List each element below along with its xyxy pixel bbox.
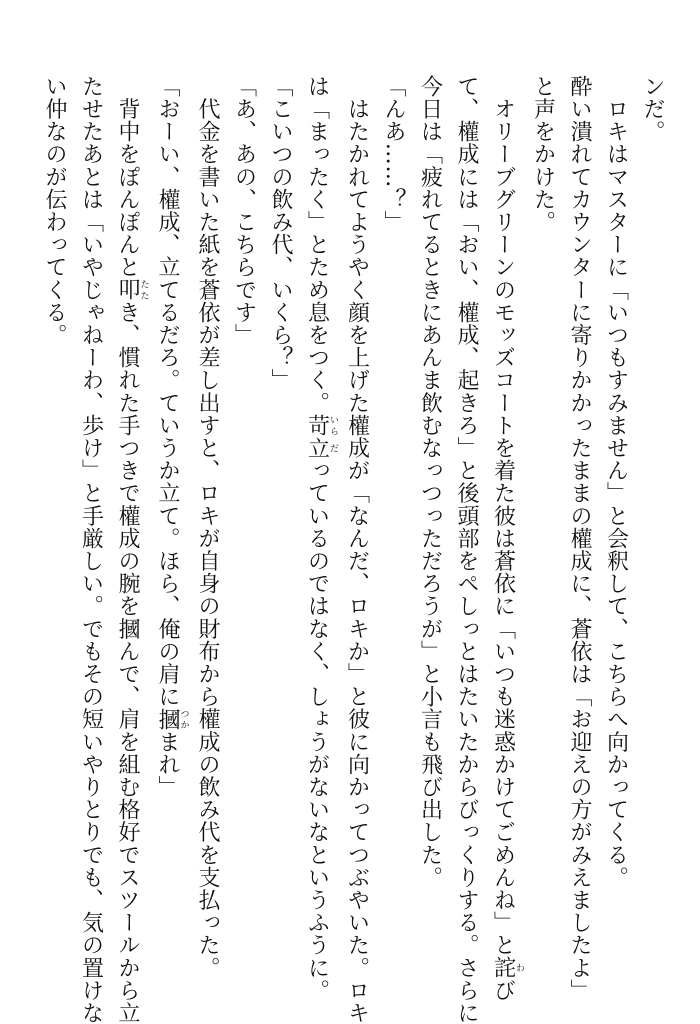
text-line — [72, 75, 109, 1024]
ruby-annotated-word — [155, 707, 189, 731]
text-line — [634, 75, 671, 955]
text-segment: ロキはマスターに「いつもすみません」と会釈して、こちらへ向かってくる。 — [603, 75, 629, 889]
ruby-base-text: 叩 — [115, 278, 140, 302]
text-line — [484, 75, 524, 1002]
text-segment: まれ」 — [155, 730, 180, 799]
ruby-annotated-word — [115, 278, 149, 302]
text-segment: ンだ。 — [640, 75, 665, 143]
text-line — [225, 75, 262, 955]
ruby-reading: たた — [138, 278, 149, 301]
text-line — [189, 75, 226, 979]
text-line — [597, 75, 634, 955]
text-segment: 「こいつの飲み代、いくら？」 — [268, 75, 293, 392]
text-line — [262, 75, 299, 955]
text-line — [298, 75, 338, 1002]
text-segment: 「んあ……？」 — [381, 75, 406, 234]
text-segment: オリーブグリーンのモッズコートを着た彼は蒼依に「いつも迷惑かけてごめんね」と — [490, 75, 516, 957]
text-line — [149, 75, 189, 955]
ruby-annotated-word — [490, 956, 524, 980]
text-segment: い仲なのが伝わってくる。 — [42, 75, 67, 347]
text-segment: 「おーい、權成、立てるだろ。ていうか立て。ほら、俺の肩に — [155, 75, 180, 708]
ruby-reading: いら — [328, 414, 338, 437]
text-segment: 酔い潰れてカウンターに寄りかかったままの權成に、蒼依は「お迎えの方がみえましたよ」 — [567, 75, 592, 1002]
text-segment: て、權成には「おい、權成、起きろ」と後頭部をペしっとはたいたからびっくりする。さらに — [454, 75, 479, 1024]
text-segment: き、慣れた手つきで權成の腕を摑んで、肩を組む格好でスツールから立 — [115, 301, 140, 1024]
text-segment: はたかれてようやく顔を上げた權成が「なんだ、ロキか」と彼に向かってつぶやいた。ロキ — [344, 75, 370, 1024]
ruby-reading: だ — [328, 436, 338, 460]
text-segment: っているのではなく、しょうがないなというふうに。 — [304, 459, 330, 1002]
ruby-base-text: 摑 — [155, 707, 180, 731]
ruby-reading: つか — [178, 707, 189, 731]
text-line — [36, 75, 73, 955]
ruby-base-text: 苛 — [304, 414, 330, 437]
text-segment: と声をかけた。 — [530, 75, 556, 234]
ruby-base-text: 詫 — [490, 956, 516, 980]
text-line — [411, 75, 448, 955]
text-line — [448, 75, 485, 1024]
ruby-annotated-word — [304, 436, 338, 460]
text-line — [338, 75, 375, 1024]
text-segment: び — [490, 979, 516, 1002]
text-segment: 「あ、あの、こちらです」 — [231, 75, 257, 347]
text-line — [524, 75, 561, 955]
text-line — [561, 75, 598, 1002]
ruby-base-text: 立 — [304, 436, 330, 460]
text-segment: たせたあとは「いやじゃねーわ、歩け」と手厳しい。でもその短いやりとりでも、気の置けな — [78, 75, 104, 1024]
text-segment: 代金を書いた紙を蒼依が差し出すと、ロキが自身の財布から權成の飲み代を支払った。 — [195, 75, 220, 979]
ruby-annotated-word — [304, 414, 338, 437]
ruby-reading: わ — [514, 956, 524, 979]
text-segment: は「まったく」とため息をつく。 — [304, 75, 330, 414]
vertical-text-block — [36, 75, 671, 1024]
text-segment: 今日は「疲れてるときにあんま飲むなっつっただろうが」と小言も飛び出した。 — [417, 75, 443, 889]
text-segment: 背中をぽんぽんと — [115, 75, 140, 279]
text-line — [375, 75, 412, 955]
text-line — [109, 75, 149, 1024]
